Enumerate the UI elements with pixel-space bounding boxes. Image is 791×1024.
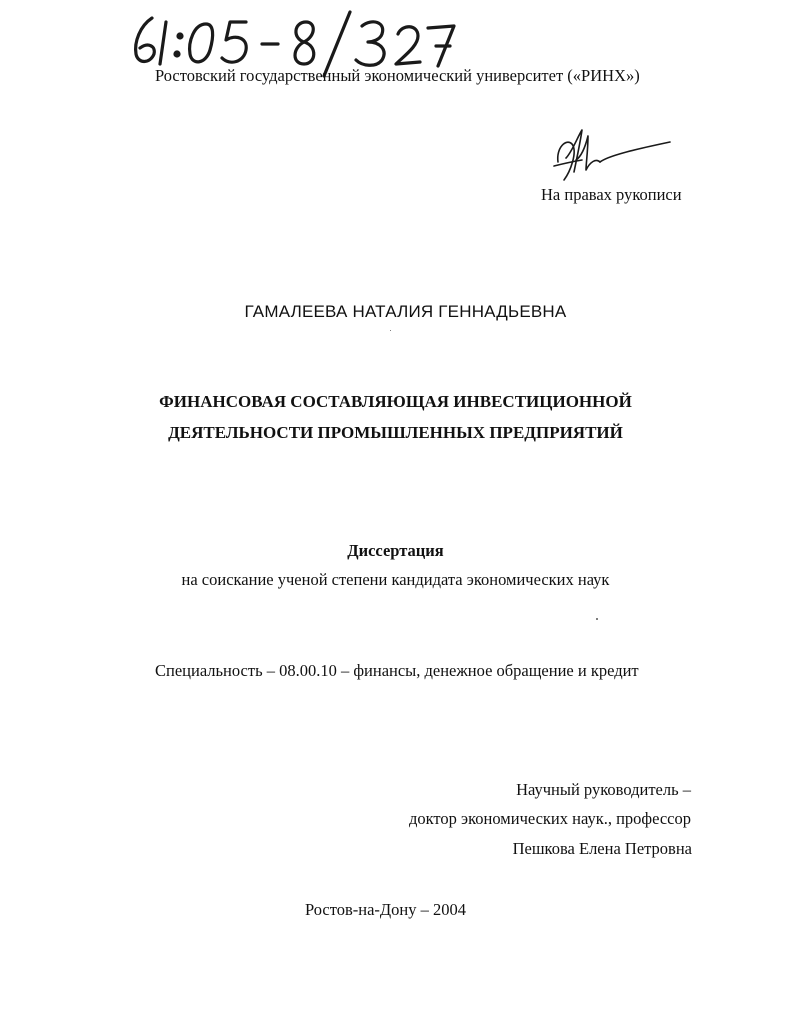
supervisor-name: Пешкова Елена Петровна <box>512 839 692 858</box>
document-type: Диссертация <box>347 541 444 560</box>
university-name: Ростовский государственный экономический университет («РИНХ») <box>155 66 640 85</box>
specialty-line: Специальность – 08.00.10 – финансы, денежное обращение и кредит <box>155 661 639 680</box>
author-name: ГАМАЛЕЕВА НАТАЛИЯ ГЕННАДЬЕВНА <box>244 302 567 321</box>
manuscript-rights-note: На правах рукописи <box>541 185 682 204</box>
dissertation-title-line-1: ФИНАНСОВАЯ СОСТАВЛЯЮЩАЯ ИНВЕСТИЦИОННОЙ <box>159 392 632 411</box>
dissertation-title-line-2: ДЕЯТЕЛЬНОСТИ ПРОМЫШЛЕННЫХ ПРЕДПРИЯТИЙ <box>168 423 623 442</box>
signature-icon <box>552 122 682 188</box>
supervisor-degree: доктор экономических наук., профессор <box>408 809 691 828</box>
scan-speck <box>596 618 598 620</box>
scan-speck <box>390 330 391 331</box>
degree-purpose: на соискание ученой степени кандидата экономических наук <box>181 570 610 589</box>
city-and-year: Ростов-на-Дону – 2004 <box>304 900 466 919</box>
supervisor-role: Научный руководитель – <box>516 780 691 799</box>
